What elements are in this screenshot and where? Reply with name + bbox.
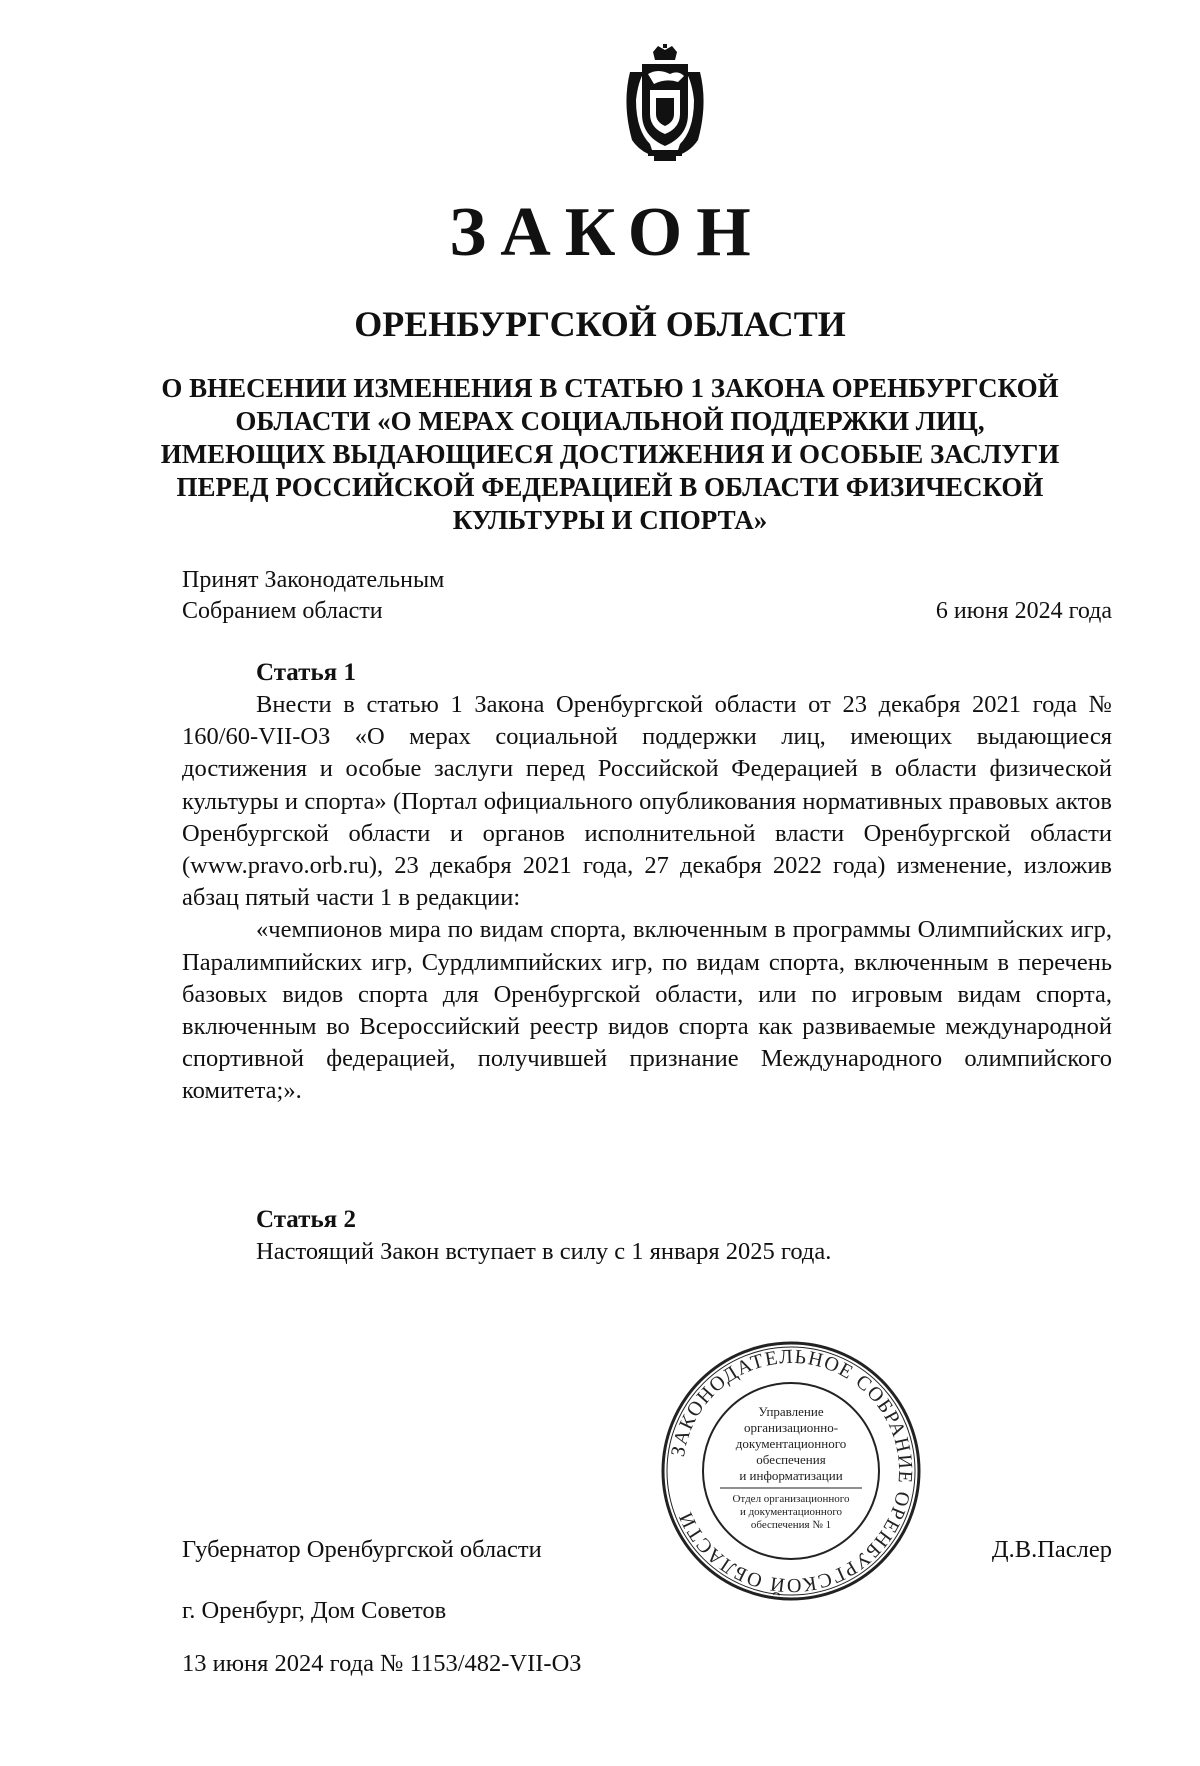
signatory-name: Д.В.Паслер (991, 1536, 1112, 1563)
article-2-heading: Статья 2 (256, 1206, 356, 1233)
article-2-body (182, 1236, 1112, 1268)
svg-text:обеспечения № 1: обеспечения № 1 (750, 1519, 832, 1531)
svg-text:организационно-: организационно- (743, 1420, 839, 1435)
adoption-date: 6 июня 2024 года (935, 598, 1112, 624)
article-1-paragraph-1: Внести в статью 1 Закона Оренбургской области от 23 декабря 2021 года № 160/60-VII-ОЗ «О мерах социальной поддержки лиц, имеющих выдающиеся достижения и особые заслуги перед Российской Федерацией в области физической культуры и спорта» (Портал официального опубликования нормативных правовых актов Оренбургской области и органов исполнительной власти Оренбургской области (www.pravo.orb.ru), 23 декабря 2021 года, 27 декабря 2022 года) изменение, изложив абзац пятый части 1 в редакции: (182, 691, 1112, 912)
svg-text:и документационного: и документационного (739, 1506, 843, 1518)
adoption-statement (182, 565, 444, 627)
svg-text:документационного: документационного (735, 1436, 847, 1451)
round-seal-icon (658, 1338, 924, 1604)
article-2-paragraph-1: Настоящий Закон вступает в силу с 1 января 2025 года. (256, 1238, 832, 1265)
signatory-title: Губернатор Оренбургской области (182, 1536, 542, 1563)
region-title: ОРЕНБУРГСКОЙ ОБЛАСТИ (354, 304, 846, 344)
law-subject: О ВНЕСЕНИИ ИЗМЕНЕНИЯ В СТАТЬЮ 1 ЗАКОНА ОРЕНБУРГСКОЙ ОБЛАСТИ «О МЕРАХ СОЦИАЛЬНОЙ ПОДДЕРЖКИ ЛИЦ, ИМЕЮЩИХ ВЫДАЮЩИЕСЯ ДОСТИЖЕНИЯ И ОСОБЫЕ ЗАСЛУГИ ПЕРЕД РОССИЙСКОЙ ФЕДЕРАЦИЕЙ В ОБЛАСТИ ФИЗИЧЕСКОЙ КУЛЬТУРЫ И СПОРТА» (160, 373, 1060, 535)
svg-text:Управление: Управление (758, 1404, 824, 1419)
svg-text:ЗАКОНОДАТЕЛЬНОЕ СОБРАНИЕ ОРЕНБ: ЗАКОНОДАТЕЛЬНОЕ СОБРАНИЕ ОРЕНБУРГСКОЙ ОБЛАСТИ (666, 1345, 917, 1597)
coat-of-arms-icon (620, 44, 710, 164)
document-title: ЗАКОН (449, 194, 765, 271)
article-1-paragraph-2: «чемпионов мира по видам спорта, включенным в программы Олимпийских игр, Паралимпийских игр, Сурдлимпийских игр, по видам спорта, включенным в перечень базовых видов спорта для Оренбургской области, или по игровым видам спорта, включенным во Всероссийский реестр видов спорта как развиваемые международной спортивной федерацией, получившей признание Международного олимпийского комитета;». (182, 916, 1112, 1105)
law-date-number: 13 июня 2024 года № 1153/482-VII-ОЗ (182, 1650, 582, 1677)
signing-place: г. Оренбург, Дом Советов (182, 1597, 447, 1624)
svg-text:и информатизации: и информатизации (739, 1468, 843, 1483)
article-1-heading: Статья 1 (256, 659, 356, 686)
article-1-body (182, 689, 1112, 1108)
svg-text:Отдел организационного: Отдел организационного (732, 1493, 850, 1505)
adoption-line-2: Собранием области (182, 598, 383, 624)
adoption-line-1: Принят Законодательным (182, 567, 445, 593)
svg-text:обеспечения: обеспечения (756, 1452, 826, 1467)
